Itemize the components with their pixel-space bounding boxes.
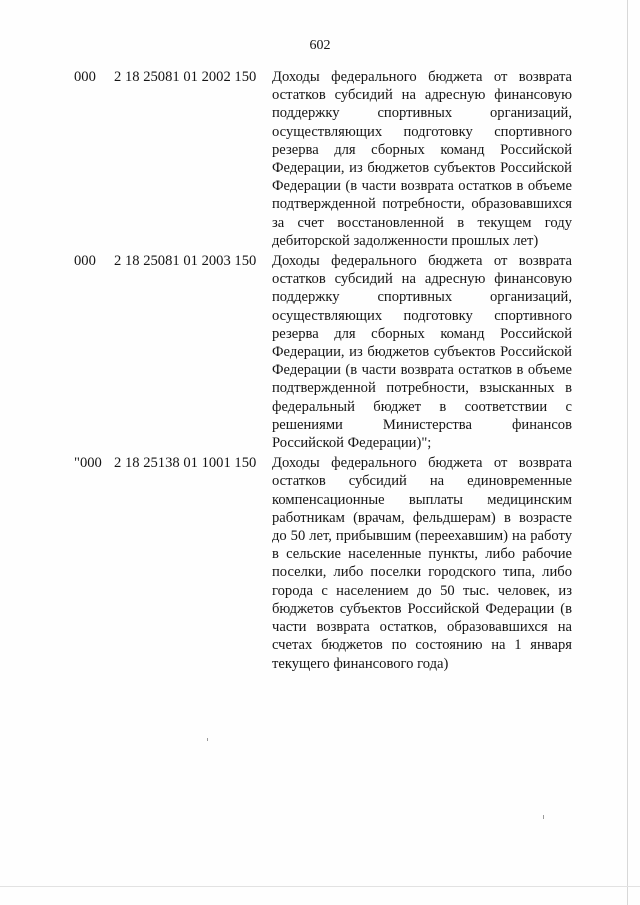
scan-speck: [543, 815, 544, 819]
entry-prefix: 000: [74, 253, 96, 270]
entry-row: [0, 454, 640, 672]
page-number: 602: [309, 38, 331, 53]
scan-edge-bottom: [0, 886, 640, 887]
entry-prefix: "000: [74, 455, 102, 472]
scan-speck: [207, 738, 208, 741]
entry-description: Доходы федерального бюджета от возврата остатков субсидий на адресную финансовую поддержку спортивных организаций, осуществляющих подготовку спортивного резерва для сборных команд Российской Федерации, из бюджетов субъектов Российской Федерации (в части возврата остатков в объеме подтвержденной потребности, образовавшихся за счет восстановленной в текущем году дебиторской задолженности прошлых лет): [272, 69, 572, 249]
entry-code: 2 18 25138 01 1001 150: [114, 455, 257, 472]
entry-prefix: 000: [74, 69, 96, 85]
entry-row: [0, 252, 640, 452]
entry-code: 2 18 25081 01 2002 150: [114, 69, 257, 85]
entry-code: 2 18 25081 01 2003 150: [114, 253, 257, 270]
classification-entries: [0, 68, 640, 673]
entry-row: [0, 68, 640, 250]
entry-description: Доходы федерального бюджета от возврата остатков субсидий на единовременные компенсационные выплаты медицинским работникам (врачам, фельдшерам) в возрасте до 50 лет, прибывшим (переехавшим) на работу в сельские населенные пункты, либо рабочие поселки, либо поселки городского типа, либо города с населением до 50 тыс. человек, из бюджетов субъектов Российской Федерации (в части возврата остатков, образовавшихся на счетах бюджетов по состоянию на 1 января текущего финансового года): [272, 455, 572, 672]
entry-description: Доходы федерального бюджета от возврата остатков субсидий на адресную финансовую поддержку спортивных организаций, осуществляющих подготовку спортивного резерва для сборных команд Российской Федерации, из бюджетов субъектов Российской Федерации (в части возврата остатков в объеме подтвержденной потребности, взысканных в федеральный бюджет в соответствии с решениями Министерства финансов Российской Федерации)";: [272, 253, 572, 452]
